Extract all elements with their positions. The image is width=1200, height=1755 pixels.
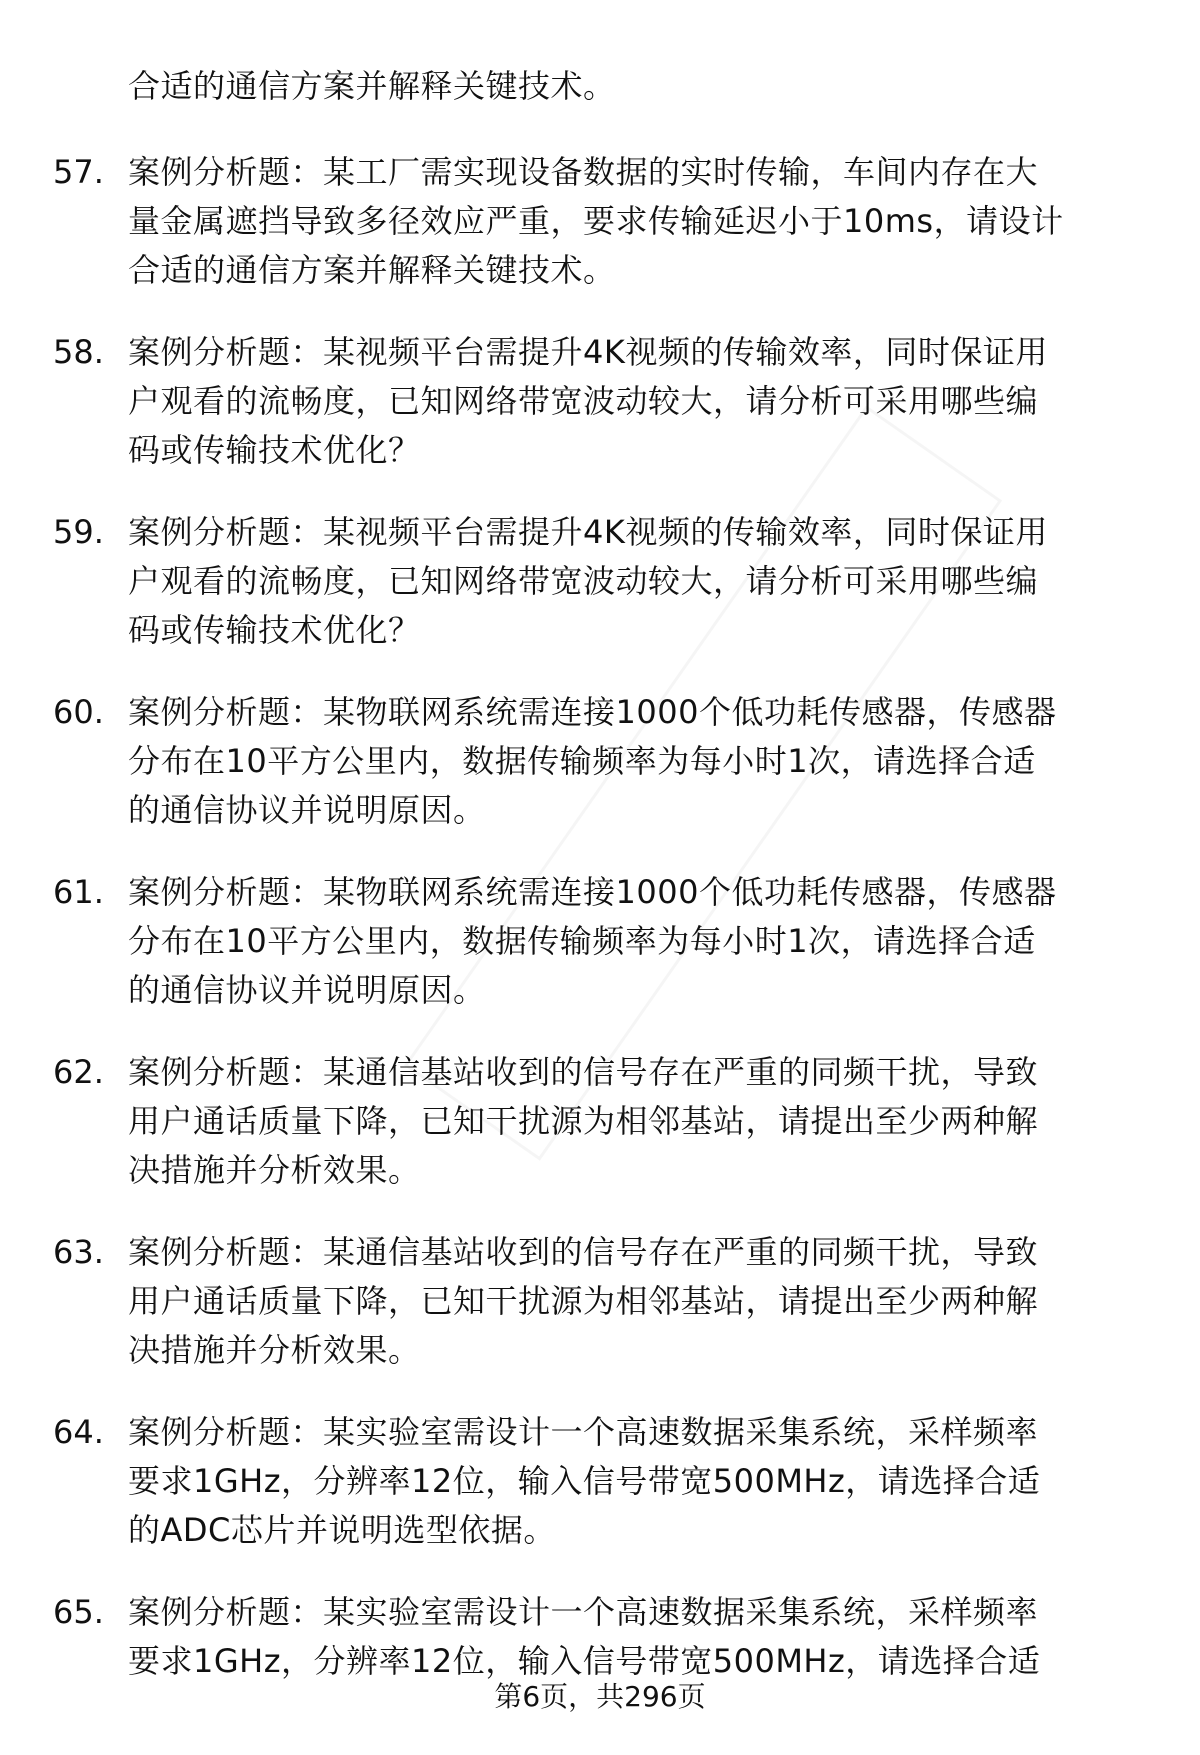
question-item bbox=[0, 1228, 1200, 1375]
question-text bbox=[0, 1228, 1200, 1375]
question-item bbox=[0, 148, 1200, 295]
question-item bbox=[0, 1408, 1200, 1555]
question-line: 户观看的流畅度，已知网络带宽波动较大，请分析可采用哪些编 bbox=[128, 382, 1039, 420]
question-line: 案例分析题：某实验室需设计一个高速数据采集系统，采样频率 bbox=[128, 1593, 1039, 1631]
question-text bbox=[0, 1048, 1200, 1195]
question-line: 量金属遮挡导致多径效应严重，要求传输延迟小于10ms，请设计 bbox=[128, 202, 1064, 240]
question-line: 的通信协议并说明原因。 bbox=[128, 971, 486, 1009]
question-number: 64. bbox=[53, 1413, 104, 1451]
question-line: 合适的通信方案并解释关键技术。 bbox=[128, 251, 616, 289]
question-number: 65. bbox=[53, 1593, 104, 1631]
question-line: 分布在10平方公里内，数据传输频率为每小时1次，请选择合适 bbox=[128, 922, 1036, 960]
question-item bbox=[0, 688, 1200, 835]
question-line: 的ADC芯片并说明选型依据。 bbox=[128, 1511, 556, 1549]
question-number: 60. bbox=[53, 693, 104, 731]
question-list bbox=[0, 62, 1200, 1686]
question-number: 58. bbox=[53, 333, 104, 371]
question-line: 案例分析题：某视频平台需提升4K视频的传输效率，同时保证用 bbox=[128, 513, 1048, 551]
question-item bbox=[0, 508, 1200, 655]
question-line: 的通信协议并说明原因。 bbox=[128, 791, 486, 829]
question-number: 61. bbox=[53, 873, 104, 911]
question-line: 用户通话质量下降，已知干扰源为相邻基站，请提出至少两种解 bbox=[128, 1282, 1039, 1320]
question-line: 案例分析题：某视频平台需提升4K视频的传输效率，同时保证用 bbox=[128, 333, 1048, 371]
question-text bbox=[0, 688, 1200, 835]
question-item bbox=[0, 1588, 1200, 1686]
question-line: 案例分析题：某工厂需实现设备数据的实时传输，车间内存在大 bbox=[128, 153, 1039, 191]
question-text bbox=[0, 148, 1200, 295]
question-line: 案例分析题：某物联网系统需连接1000个低功耗传感器，传感器 bbox=[128, 693, 1057, 731]
question-line: 户观看的流畅度，已知网络带宽波动较大，请分析可采用哪些编 bbox=[128, 562, 1039, 600]
continuation-line: 合适的通信方案并解释关键技术。 bbox=[128, 67, 616, 105]
question-line: 案例分析题：某实验室需设计一个高速数据采集系统，采样频率 bbox=[128, 1413, 1039, 1451]
question-item bbox=[0, 1048, 1200, 1195]
question-line: 分布在10平方公里内，数据传输频率为每小时1次，请选择合适 bbox=[128, 742, 1036, 780]
page-footer: 第6页，共296页 bbox=[494, 1680, 706, 1713]
question-item bbox=[0, 868, 1200, 1015]
question-line: 用户通话质量下降，已知干扰源为相邻基站，请提出至少两种解 bbox=[128, 1102, 1039, 1140]
question-line: 要求1GHz，分辨率12位，输入信号带宽500MHz，请选择合适 bbox=[128, 1642, 1041, 1680]
question-text bbox=[0, 508, 1200, 655]
question-text bbox=[0, 1408, 1200, 1555]
question-item bbox=[0, 328, 1200, 475]
question-line: 决措施并分析效果。 bbox=[128, 1331, 421, 1369]
question-line: 决措施并分析效果。 bbox=[128, 1151, 421, 1189]
question-line: 案例分析题：某通信基站收到的信号存在严重的同频干扰，导致 bbox=[128, 1053, 1039, 1091]
question-text bbox=[0, 1588, 1200, 1686]
question-line: 码或传输技术优化？ bbox=[128, 611, 421, 649]
question-number: 59. bbox=[53, 513, 104, 551]
question-number: 62. bbox=[53, 1053, 104, 1091]
question-line: 案例分析题：某物联网系统需连接1000个低功耗传感器，传感器 bbox=[128, 873, 1057, 911]
question-number: 63. bbox=[53, 1233, 104, 1271]
question-text bbox=[0, 868, 1200, 1015]
question-number: 57. bbox=[53, 153, 104, 191]
question-line: 码或传输技术优化？ bbox=[128, 431, 421, 469]
question-line: 案例分析题：某通信基站收到的信号存在严重的同频干扰，导致 bbox=[128, 1233, 1039, 1271]
question-text bbox=[0, 328, 1200, 475]
question-line: 要求1GHz，分辨率12位，输入信号带宽500MHz，请选择合适 bbox=[128, 1462, 1041, 1500]
